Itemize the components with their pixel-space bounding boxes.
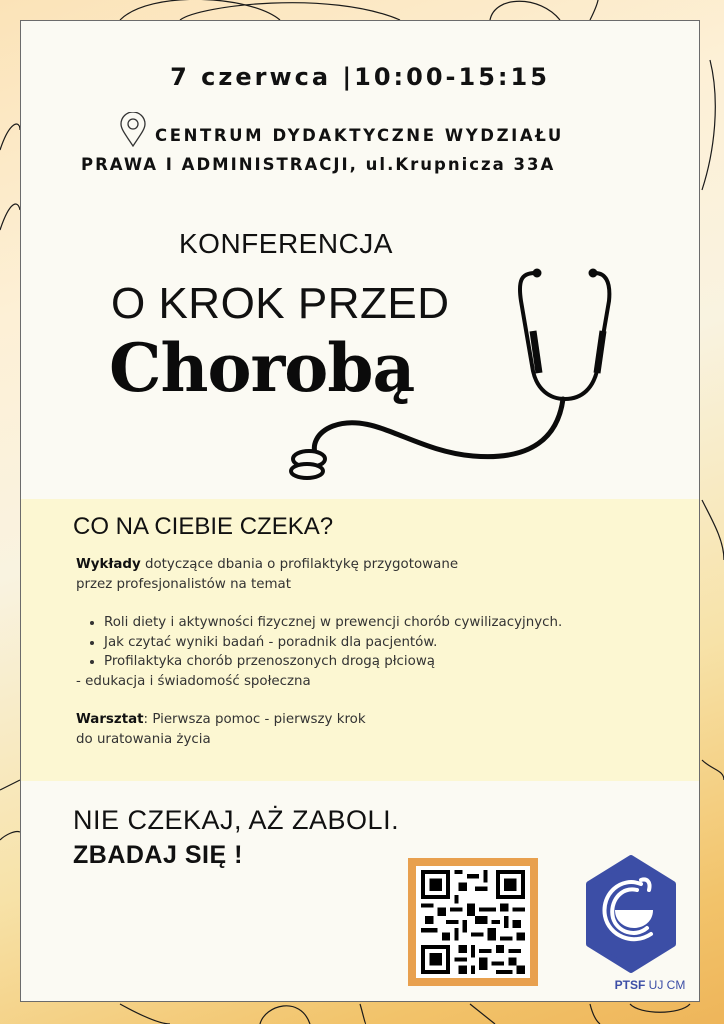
title-line-1: O KROK PRZED	[111, 279, 450, 328]
lectures-label: Wykłady	[76, 557, 141, 572]
title-kicker: KONFERENCJA	[179, 228, 393, 259]
event-date-time: 7 czerwca |10:00-15:15	[170, 63, 550, 91]
stethoscope-icon	[253, 261, 633, 501]
workshop-label: Warsztat	[76, 712, 144, 727]
slogan-line-2: ZBADAJ SIĘ !	[73, 841, 243, 869]
venue-line-1: CENTRUM DYDAKTYCZNE WYDZIAŁU	[155, 126, 564, 145]
topic-item: • Roli diety i aktywności fizycznej w prewencji chorób cywilizacyjnych.	[104, 613, 562, 633]
qr-code[interactable]	[408, 858, 538, 986]
organizer-name-rest: UJ CM	[645, 978, 686, 992]
topics-list	[76, 613, 562, 672]
organizer-name-bold: PTSF	[614, 978, 646, 992]
program-section	[21, 499, 699, 781]
workshop-text-2: do uratowania życia	[76, 731, 211, 747]
poster-card	[20, 20, 700, 1002]
topic-item: • Jak czytać wyniki badań - poradnik dla pacjentów.	[104, 633, 562, 653]
organizer-name	[595, 978, 705, 992]
workshop-text: : Pierwsza pomoc - pierwszy krok	[143, 712, 366, 727]
venue-line-2: PRAWA I ADMINISTRACJI, ul.Krupnicza 33A	[81, 155, 556, 174]
qr-code-icon	[421, 870, 525, 974]
topic-continuation: - edukacja i świadomość społeczna	[76, 673, 311, 689]
program-heading: CO NA CIEBIE CZEKA?	[73, 513, 334, 540]
topic-item: • Profilaktyka chorób przenoszonych drogą płciową	[104, 652, 562, 672]
title-line-2: Chorobą	[109, 329, 415, 407]
ptsf-logo-icon	[581, 854, 681, 974]
slogan-line-1: NIE CZEKAJ, AŻ ZABOLI.	[73, 805, 400, 835]
map-pin-icon	[119, 112, 147, 148]
lectures-text-2: przez profesjonalistów na temat	[76, 576, 292, 592]
program-body	[76, 555, 562, 749]
lectures-text: dotyczące dbania o profilaktykę przygotowane	[140, 557, 459, 572]
